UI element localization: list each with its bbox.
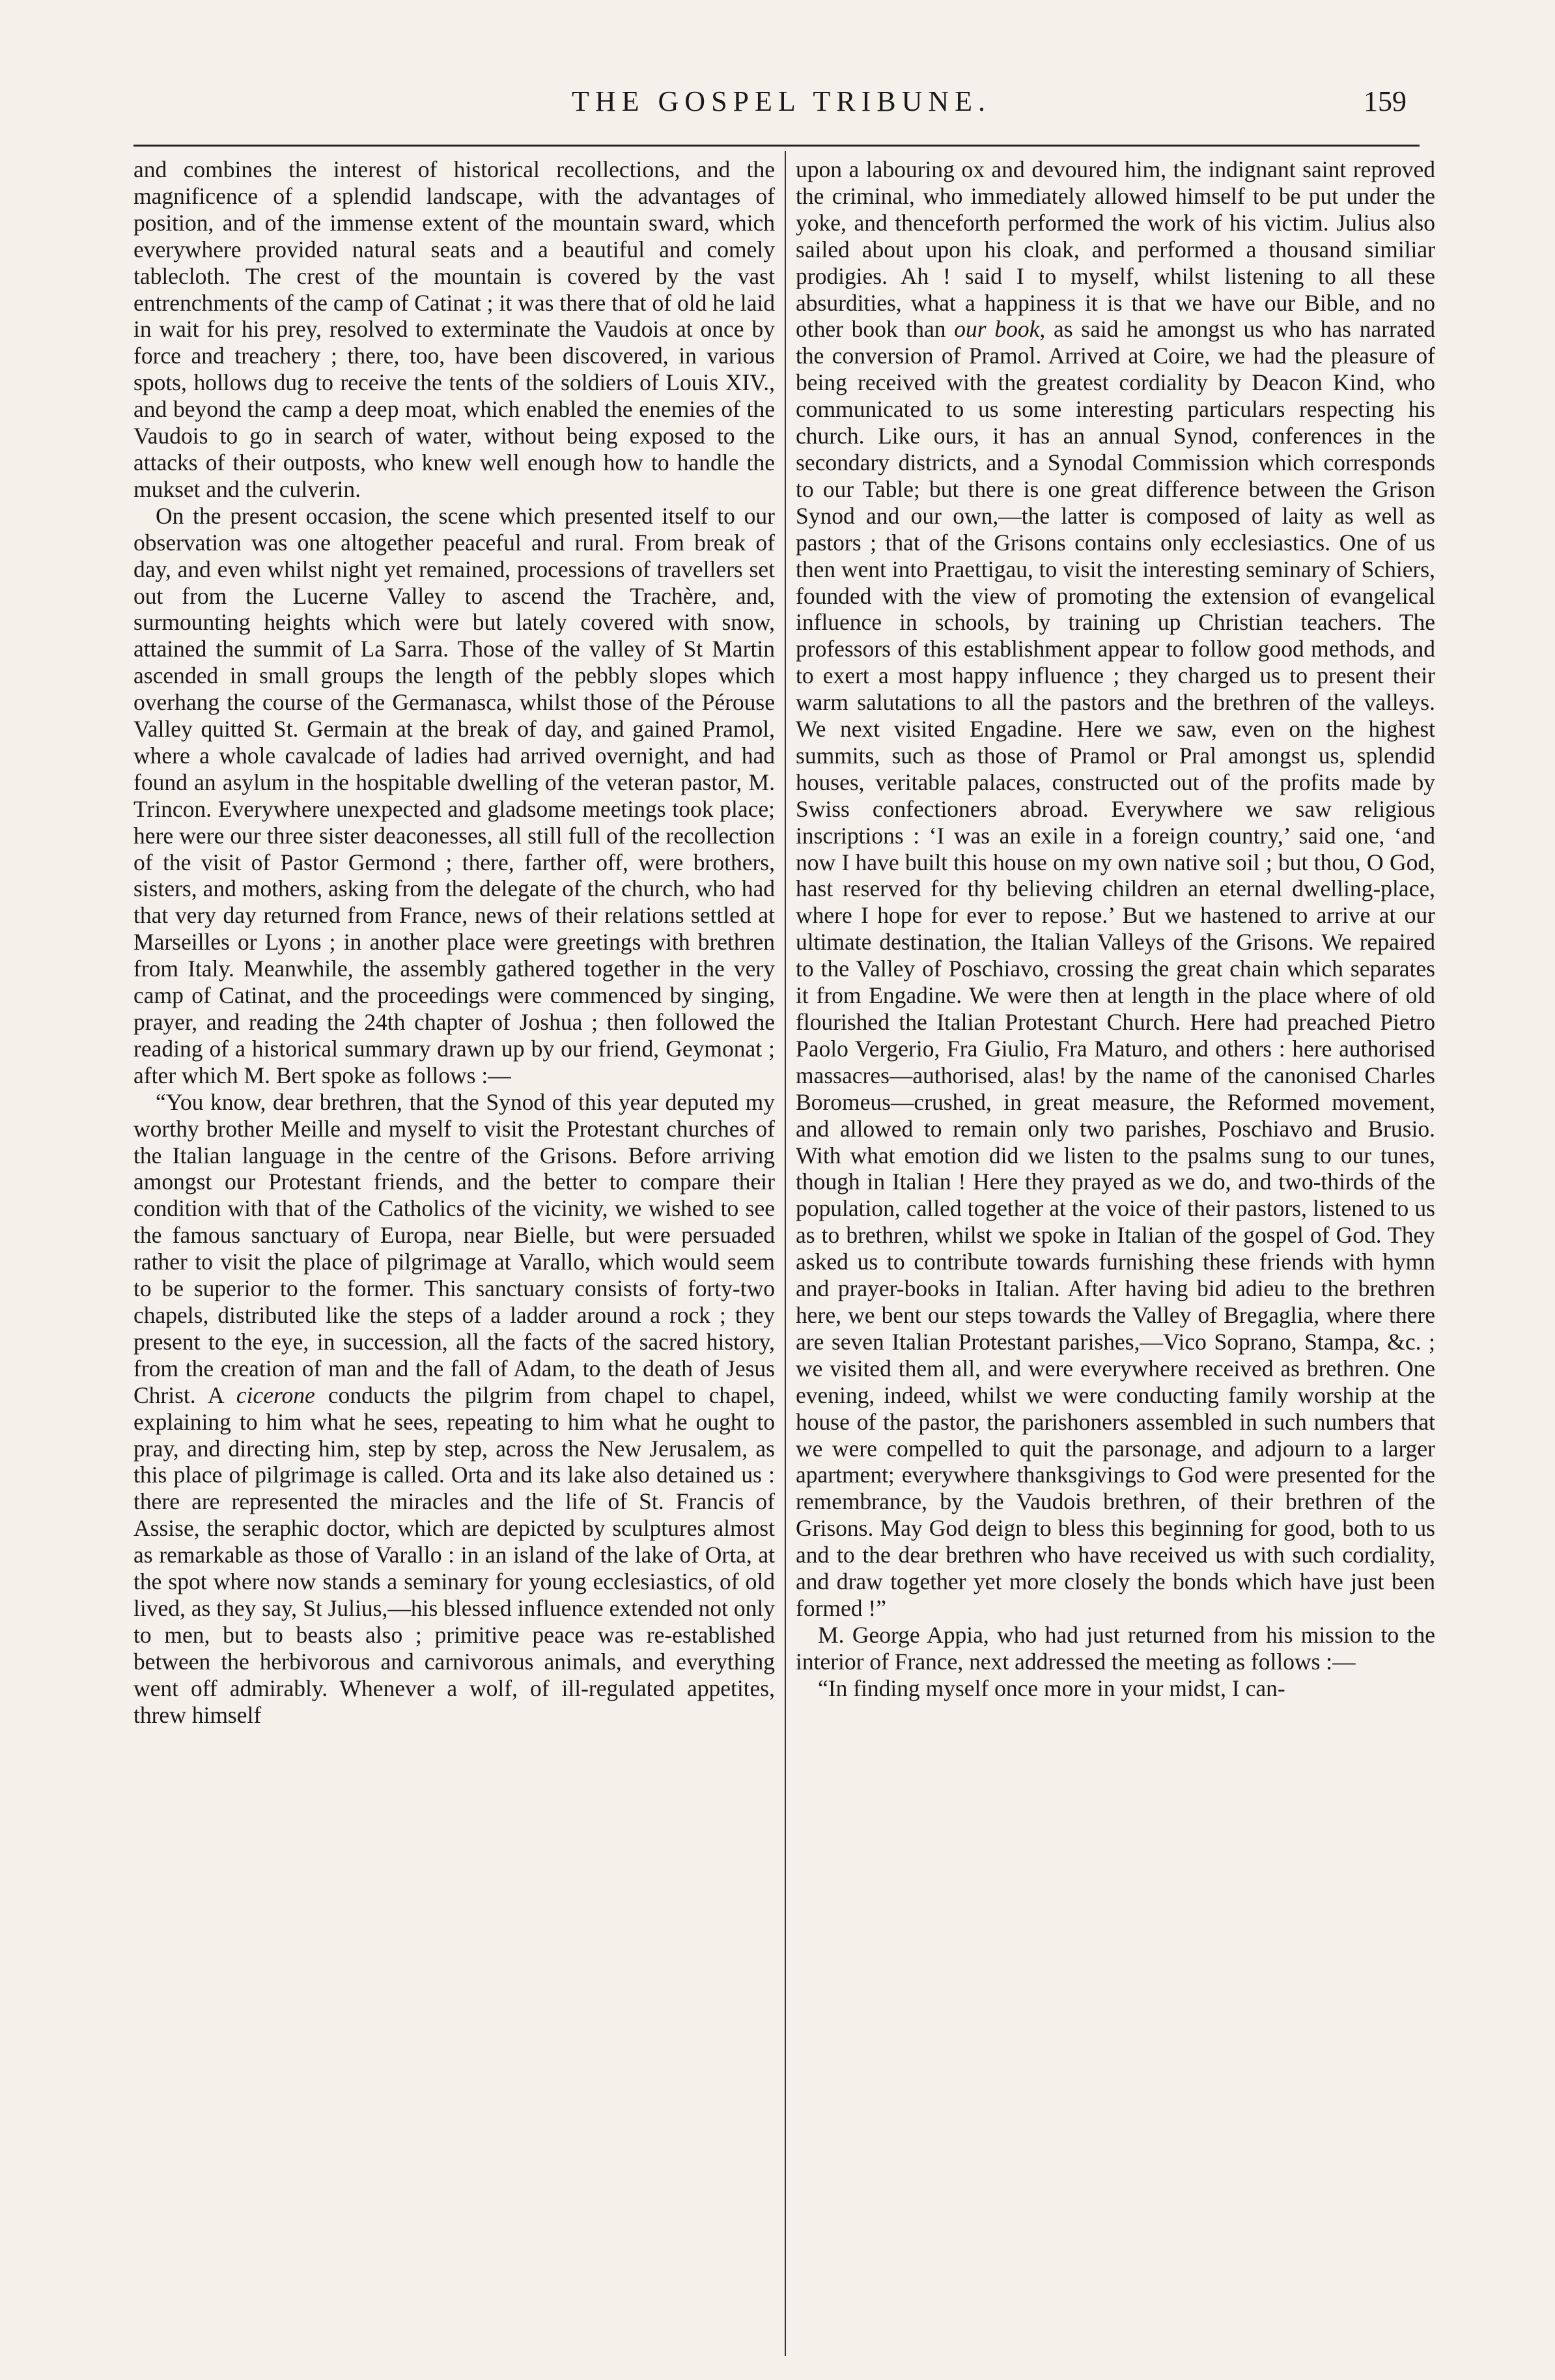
running-title: THE GOSPEL TRIBUNE. bbox=[572, 85, 991, 117]
text-run: , as said he amongst us who has narrated the conversion of Pramol. Arrived at Coire, we had the pleasure of being received with the greatest cordiality by Deacon Kind, who communicated to us some interesting particulars respecting his church. Like ours, it has an annual Synod, conferences in the secondary districts, and a Synodal Commission which corresponds to our Table; but there is one great difference between the Grison Synod and our own,—the latter is composed of laity as well as pastors ; that of the Grisons contains only ecclesiastics. One of us then went into Praettigau, to visit the interesting seminary of Schiers, founded with the view of promoting the extension of evangelical influence in schools, by training up Christian teachers. The professors of this establishment appear to follow good methods, and to exert a most happy influence ; they charged us to present their warm salutations to all the pastors and the brethren of the valleys. We next visited Engadine. Here we saw, even on the highest summits, such as those of Pramol or Pral amongst us, splendid houses, veritable palaces, constructed out of the profits made by Swiss confectioners abroad. Everywhere we saw religious inscriptions : ‘I was an exile in a foreign country,’ said one, ‘and now I have built this house on my own native soil ; but thou, O God, hast reserved for thy believing children an eternal dwelling-place, where I hope for ever to repose.’ But we hastened to arrive at our ultimate destination, the Italian Valleys of the Grisons. We repaired to the Valley of Poschiavo, crossing the great chain which separates it from Engadine. We were then at length in the place where of old flourished the Italian Protestant Church. Here had preached Pietro Paolo Vergerio, Fra Giulio, Fra Maturo, and others : here authorised massacres—authorised, alas! by the name of the canonised Charles Boromeus—crushed, in great measure, the Reformed movement, and allowed to remain only two parishes, Poschiavo and Brusio. With what emotion did we listen to the psalms sung to our tunes, though in Italian ! Here they prayed as we do, and two-thirds of the population, called together at the voice of their pastors, listened to us as to brethren, whilst we spoke in Italian of the gospel of God. They asked us to contribute towards furnishing these friends with hymn and prayer-books in Italian. After having bid adieu to the brethren here, we bent our steps towards the Valley of Bregaglia, where there are seven Italian Protestant parishes,—Vico Soprano, Stampa, &c. ; we visited them all, and were everywhere received as brethren. One evening, indeed, whilst we were conducting family worship at the house of the pastor, the parishoners assembled in such numbers that we were compelled to quit the parsonage, and adjourn to a larger apartment; everywhere thanksgivings to God were presented for the remembrance, by the Vaudois brethren, of their brethren of the Grisons. May God deign to bless this beginning for good, both to us and to the dear brethren who have received us with such cordiality, and draw together yet more closely the bonds which have just been formed !” bbox=[796, 316, 1435, 1621]
paragraph: “In finding myself once more in your midst, I can- bbox=[818, 1675, 1285, 1701]
italic-term: cicerone bbox=[236, 1381, 315, 1408]
paragraph bbox=[133, 1089, 775, 1729]
text-run: upon a labouring ox and devoured him, the indignant saint reproved the criminal, who immediately allowed himself to be put under the yoke, and thenceforth performed the work of his victim. Julius also sailed about upon his cloak, and performed a thousand similiar prodigies. Ah ! said I to myself, whilst listening to all these absurdities, what a happiness it is that we have our Bible, and no other book than bbox=[796, 156, 1435, 343]
paragraph: M. George Appia, who had just returned from his mission to the interior of France, next addressed the meeting as follows :— bbox=[796, 1621, 1435, 1675]
text-run: conducts the pilgrim from chapel to chapel, explaining to him what he sees, repeating to him what he ought to pray, and directing him, step by step, across the New Jerusalem, as this place of pilgrimage is called. Orta and its lake also detained us : there are represented the miracles and the life of St. Francis of Assise, the seraphic doctor, which are depicted by sculptures almost as remarkable as those of Varallo : in an island of the lake of Orta, at the spot where now stands a seminary for young ecclesiastics, of old lived, as they say, St Julius,—his blessed influence extended not only to men, but to beasts also ; primitive peace was re-established between the herbivorous and carnivorous animals, and everything went off admirably. Whenever a wolf, of ill-regulated appetites, threw himself bbox=[133, 1381, 775, 1728]
paragraph: and combines the interest of historical recollections, and the magnificence of a splendid landscape, with the advantages of position, and of the immense extent of the mountain sward, which everywhere provided natural seats and a beautiful and comely tablecloth. The crest of the mountain is covered by the vast entrenchments of the camp of Catinat ; it was there that of old he laid in wait for his prey, resolved to exterminate the Vaudois at once by force and treachery ; there, too, have been discovered, in various spots, hollows dug to receive the tents of the soldiers of Louis XIV., and beyond the camp a deep moat, which enabled the enemies of the Vaudois to go in search of water, without being exposed to the attacks of their outposts, who knew well enough how to handle the mukset and the culverin. bbox=[133, 156, 775, 502]
paragraph: On the present occasion, the scene which presented itself to our observation was one altogether peaceful and rural. From break of day, and even whilst night yet remained, processions of travellers set out from the Lucerne Valley to ascend the Trachère, and, surmounting heights which were but lately covered with snow, attained the summit of La Sarra. Those of the valley of St Martin ascended in small groups the length of the pebbly slopes which overhang the course of the Germanasca, whilst those of the Pérouse Valley quitted St. Germain at the break of day, and gained Pramol, where a whole cavalcade of ladies had arrived overnight, and had found an asylum in the hospitable dwelling of the veteran pastor, M. Trincon. Everywhere unexpected and gladsome meetings took place; here were our three sister deaconesses, all still full of the recollection of the visit of Pastor Germond ; there, farther off, were brothers, sisters, and mothers, asking from the delegate of the church, who had that very day returned from France, news of their relations settled at Marseilles or Lyons ; in another place were greetings with brethren from Italy. Meanwhile, the assembly gathered together in the very camp of Catinat, and the proceedings were commenced by singing, prayer, and reading the 24th chapter of Joshua ; then followed the reading of a historical summary drawn up by our friend, Geymonat ; after which M. Bert spoke as follows :— bbox=[133, 502, 775, 1088]
text-run: “You know, dear brethren, that the Synod of this year deputed my worthy brother Meille and myself to visit the Protestant churches of the Italian language in the centre of the Grisons. Before arriving amongst our Protestant friends, and the better to compare their condition with that of the Catholics of the vicinity, we wished to see the famous sanctuary of Europa, near Bielle, but were persuaded rather to visit the place of pilgrimage at Varallo, which would seem to be superior to the former. This sanctuary consists of forty-two chapels, distributed like the steps of a ladder around a rock ; they present to the eye, in succession, all the facts of the sacred history, from the creation of man and the fall of Adam, to the death of Jesus Christ. A bbox=[133, 1088, 775, 1408]
page-number: 159 bbox=[1364, 85, 1407, 117]
column-divider bbox=[785, 151, 786, 2356]
italic-term: our book bbox=[954, 316, 1040, 343]
left-column bbox=[133, 156, 775, 2358]
paragraph bbox=[796, 156, 1435, 1622]
right-column bbox=[796, 156, 1435, 2358]
running-head bbox=[156, 85, 1407, 130]
header-rule bbox=[133, 145, 1420, 147]
